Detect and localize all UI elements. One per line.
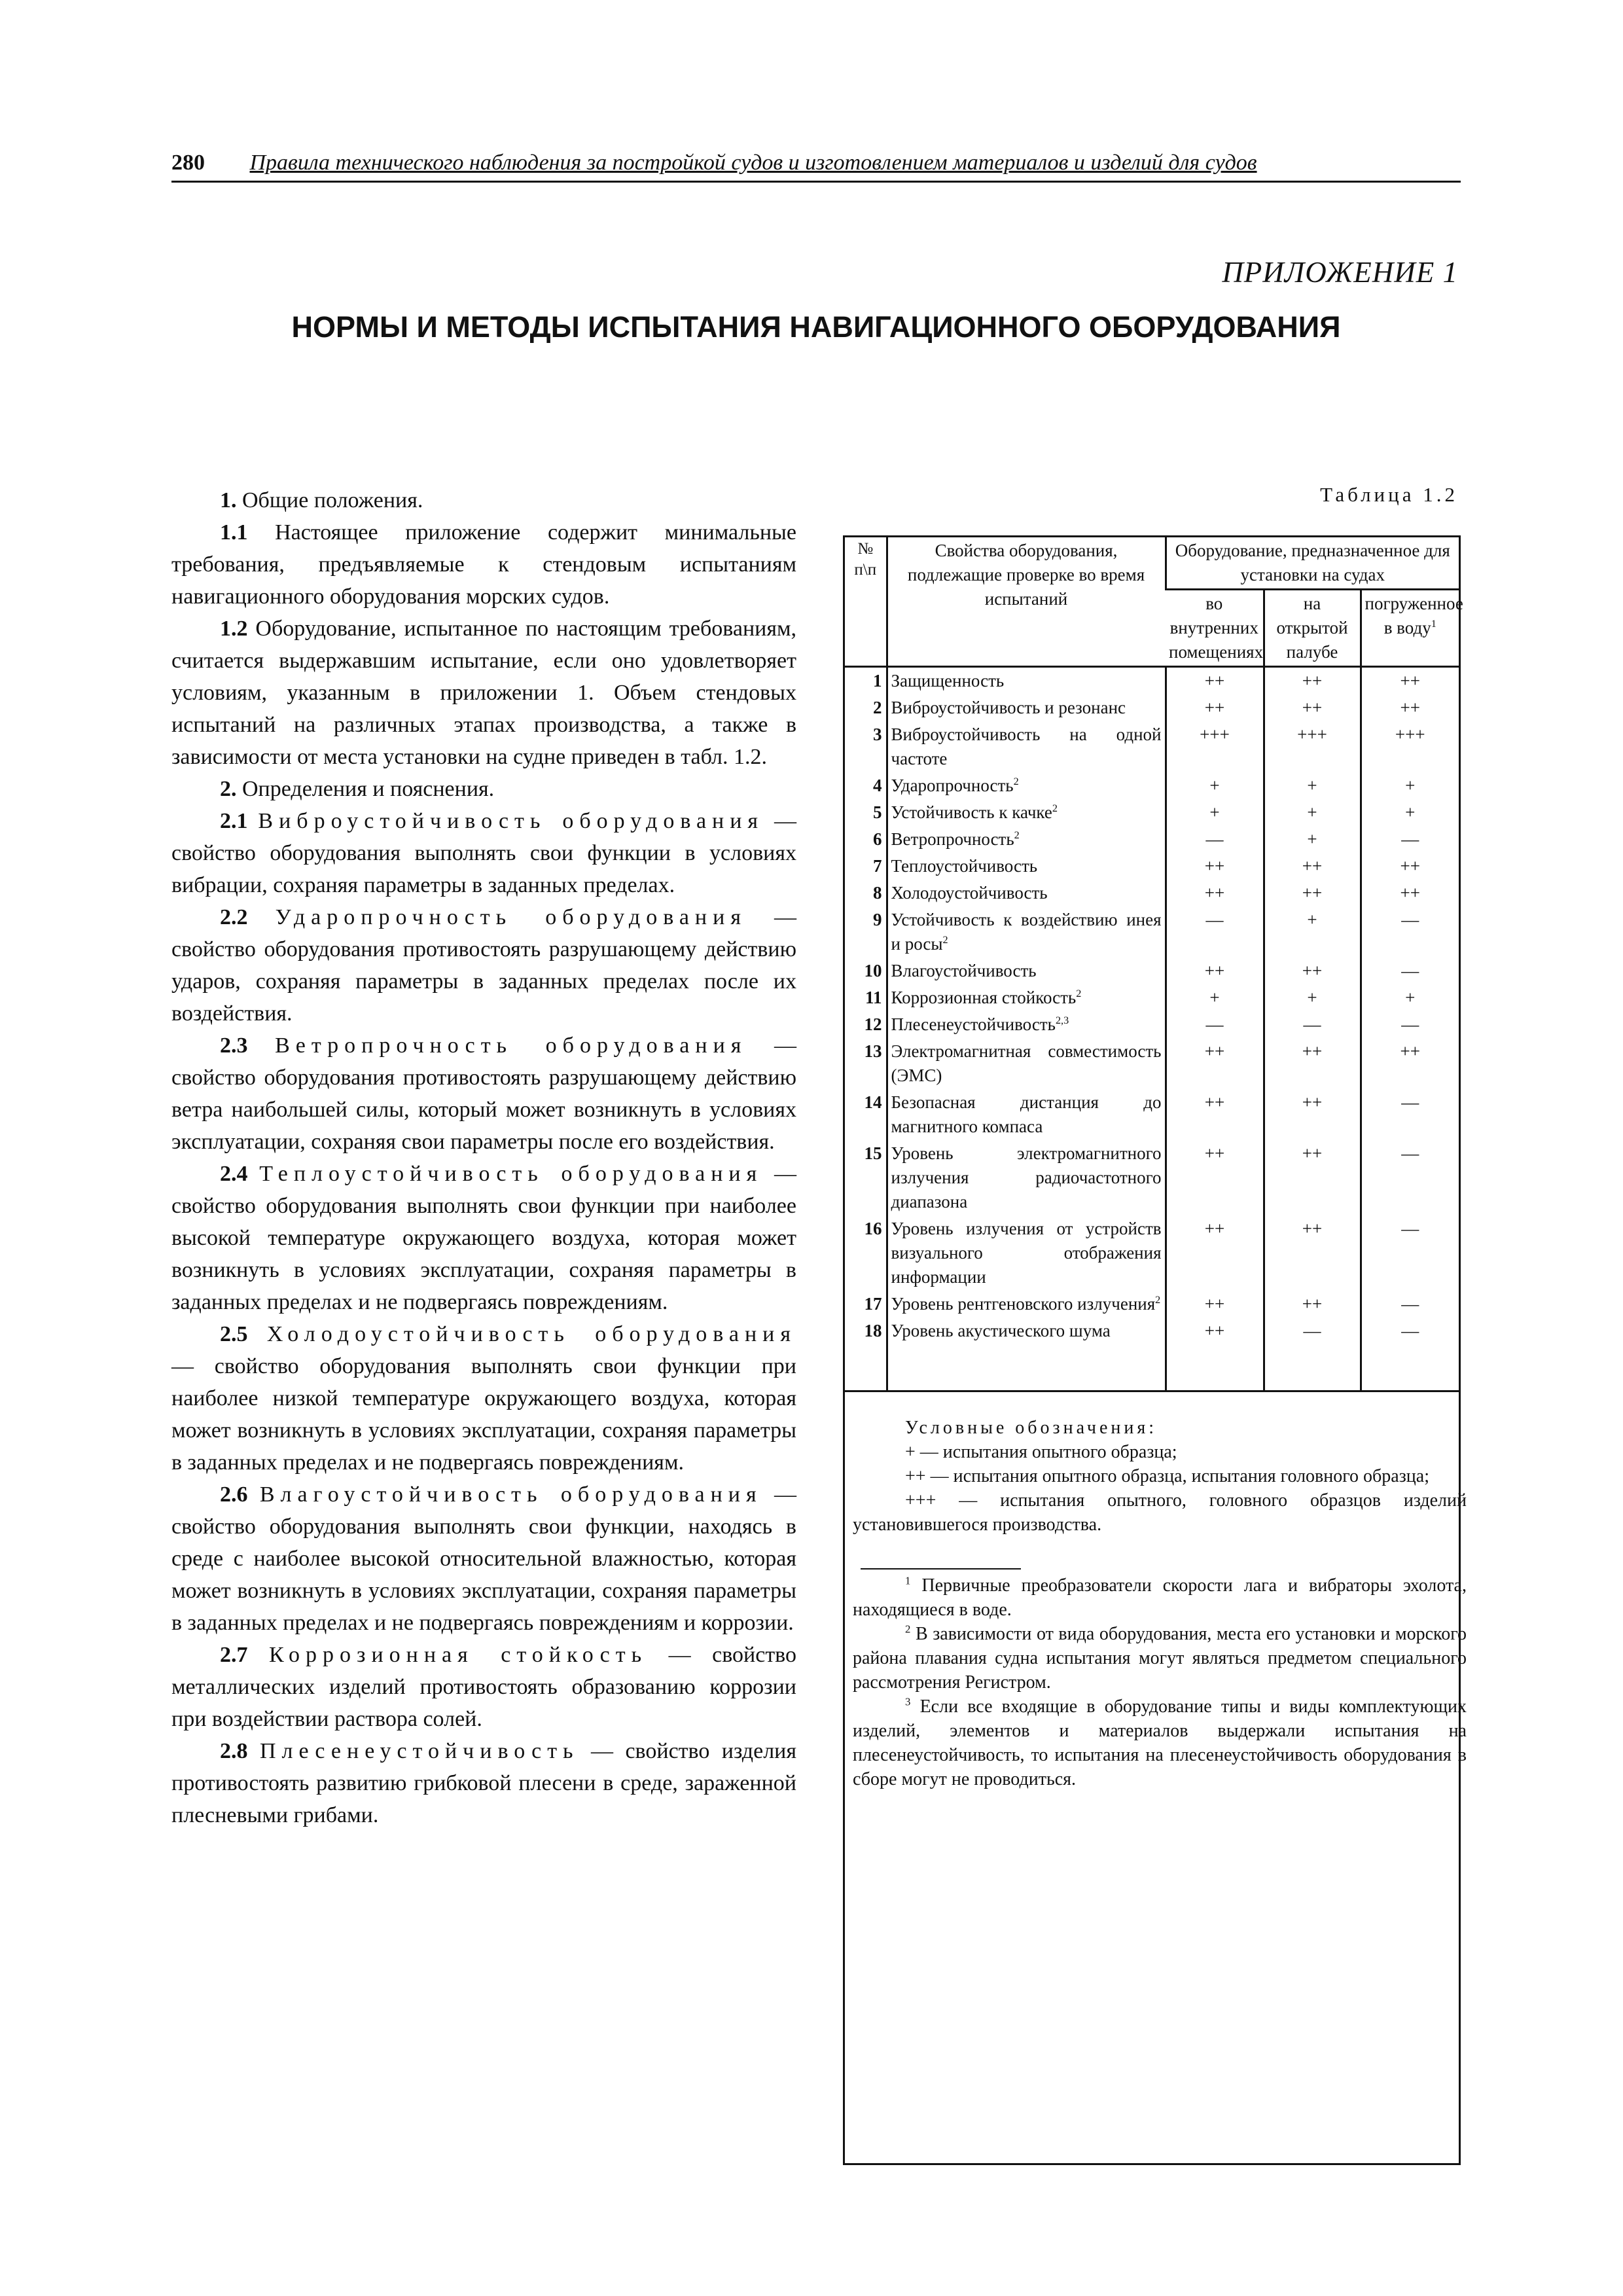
row-number: 10 [864, 961, 882, 980]
table-row [845, 1291, 1459, 1318]
row-deck-value: — [1264, 1011, 1361, 1038]
table-row [845, 772, 1459, 799]
row-property-text: Уровень акустического шума [891, 1321, 1111, 1340]
table-row [845, 984, 1459, 1011]
footnote-1: $^1$ Первичные преобразователи скорости лага и вибраторы эхолота, находящиеся в воде. [853, 1574, 1467, 1620]
row-property-text: Уровень рентгеновского излучения [891, 1294, 1156, 1314]
row-number: 14 [864, 1092, 882, 1112]
row-property-text: Виброустойчивость и резонанс [891, 698, 1126, 717]
row-property-text: Уровень электромагнитного излучения радиочастотного диапазона [891, 1143, 1162, 1211]
table-row [845, 667, 1459, 695]
row-number: 6 [873, 829, 882, 849]
row-property-text: Устойчивость к качке [891, 802, 1052, 822]
row-property-text: Безопасная дистанция до магнитного компаса [891, 1092, 1162, 1136]
row-property-text: Уровень излучения от устройств визуального отображения информации [891, 1219, 1162, 1287]
row-deck-value: ++ [1264, 1038, 1361, 1089]
table-row [845, 880, 1459, 906]
row-property [887, 799, 1166, 826]
row-indoor-value: — [1166, 1011, 1264, 1038]
row-footnote-mark: 2 [1155, 1294, 1161, 1306]
appendix-label: ПРИЛОЖЕНИЕ 1 [1222, 256, 1458, 289]
row-number: 9 [873, 910, 882, 929]
running-header [171, 145, 1461, 183]
legend-title: Условные обозначения: [905, 1418, 1158, 1438]
row-footnote-mark: 2 [1014, 829, 1020, 841]
row-deck-value: ++ [1264, 853, 1361, 880]
row-property [887, 1089, 1166, 1140]
table-row [845, 799, 1459, 826]
row-property [887, 853, 1166, 880]
paragraph-1-1: 1.1 Настоящее приложение содержит минимальные требования, предъявляемые к стендовым испытаниям навигационного оборудования морских судов. [171, 520, 796, 609]
row-submerged-value: + [1361, 772, 1459, 799]
col-submerged-header: погруженное в воду$^1$ [1361, 590, 1459, 667]
table-row [845, 1215, 1459, 1291]
paragraph-1-2: 1.2 Оборудование, испытанное по настоящим требованиям, считается выдержавшим испытание, если оно удовлетворяет условиям, указанным в приложении 1. Объем стендовых испытаний на различных этапах производства, а также в зависимости от места установки на судне приведен в табл. 1.2. [171, 617, 796, 769]
row-indoor-value: ++ [1166, 667, 1264, 695]
properties-table [845, 537, 1463, 1390]
row-property-text: Виброустойчивость на одной частоте [891, 725, 1162, 768]
row-deck-value: ++ [1264, 1291, 1361, 1318]
row-deck-value: ++ [1264, 667, 1361, 695]
definition-2-2: 2.2 Ударопрочность оборудования — свойство оборудования противостоять разрушающему действию ударов, сохраняя параметры в заданных пределах после их воздействия. [171, 905, 797, 1026]
row-number: 5 [873, 802, 882, 822]
row-property [887, 958, 1166, 984]
notes-area [845, 1390, 1467, 1791]
row-property [887, 667, 1166, 695]
col-property-header: Свойства оборудования, подлежащие проверке во время испытаний [887, 537, 1166, 667]
legend-item-3: +++ — испытания опытного, головного образцов изделий установившегося производства. [853, 1490, 1467, 1535]
row-submerged-value: — [1361, 1215, 1459, 1291]
legend-item-2: ++ — испытания опытного образца, испытания головного образца; [905, 1466, 1429, 1486]
table-row [845, 1318, 1459, 1344]
row-indoor-value: ++ [1166, 1038, 1264, 1089]
row-number: 13 [864, 1041, 882, 1061]
row-submerged-value: — [1361, 826, 1459, 853]
row-submerged-value: + [1361, 799, 1459, 826]
row-footnote-mark: 2 [1076, 988, 1082, 999]
row-property-text: Плесенеустойчивость [891, 1014, 1056, 1034]
row-number: 8 [873, 883, 882, 903]
row-number: 11 [865, 988, 882, 1007]
section-1-heading: 1. Общие положения. [220, 488, 423, 512]
running-title: Правила технического наблюдения за постройкой судов и изготовлением материалов и изделий для судов [249, 151, 1257, 175]
row-indoor-value: ++ [1166, 880, 1264, 906]
row-indoor-value: — [1166, 826, 1264, 853]
legend-item-1: + — испытания опытного образца; [905, 1442, 1177, 1462]
table-row [845, 826, 1459, 853]
definition-2-5: 2.5 Холодоустойчивость оборудования — свойство оборудования выполнять свои функции при наиболее низкой температуре окружающего воздуха, которая может возникнуть в условиях эксплуатации, сохраняя параметры в заданных пределах и не подвергаясь повреждениям. [171, 1322, 796, 1475]
row-property [887, 694, 1166, 721]
footnote-rule [861, 1568, 1021, 1570]
row-indoor-value: + [1166, 984, 1264, 1011]
col-number-header: № п\п [845, 537, 887, 667]
row-property [887, 1038, 1166, 1089]
table-row [845, 694, 1459, 721]
row-deck-value: + [1264, 826, 1361, 853]
row-number: 12 [864, 1014, 882, 1034]
row-number: 16 [864, 1219, 882, 1238]
row-submerged-value: — [1361, 1089, 1459, 1140]
row-submerged-value: ++ [1361, 880, 1459, 906]
table-row [845, 1089, 1459, 1140]
row-deck-value: + [1264, 772, 1361, 799]
row-footnote-mark: 2 [1052, 802, 1058, 814]
row-deck-value: ++ [1264, 1140, 1361, 1215]
legend-and-footnotes [853, 1392, 1467, 1791]
row-property [887, 1291, 1166, 1318]
row-property [887, 826, 1166, 853]
row-submerged-value: — [1361, 1140, 1459, 1215]
row-indoor-value: — [1166, 906, 1264, 958]
row-deck-value: ++ [1264, 694, 1361, 721]
definition-2-6: 2.6 Влагоустойчивость оборудования — свойство оборудования выполнять свои функции, находясь в среде с наиболее высокой относительной влажностью, которая может возникнуть в условиях эксплуатации, сохраняя параметры в заданных пределах и не подвергаясь повреждениям и коррозии. [171, 1482, 797, 1635]
body-text [171, 484, 796, 1831]
row-property-text: Теплоустойчивость [891, 856, 1038, 876]
row-property [887, 880, 1166, 906]
definition-2-3: 2.3 Ветропрочность оборудования — свойство оборудования противостоять разрушающему действию ветра наибольшей силы, который может возникнуть в условиях эксплуатации, сохраняя свои параметры после его воздействия. [171, 1033, 797, 1154]
table-frame [843, 535, 1467, 2165]
row-property-text: Электромагнитная совместимость (ЭМС) [891, 1041, 1162, 1085]
row-submerged-value: + [1361, 984, 1459, 1011]
page-title: НОРМЫ И МЕТОДЫ ИСПЫТАНИЯ НАВИГАЦИОННОГО ОБОРУДОВАНИЯ [291, 310, 1341, 344]
row-number: 1 [873, 671, 882, 691]
row-deck-value: + [1264, 799, 1361, 826]
row-indoor-value: ++ [1166, 1140, 1264, 1215]
row-property-text: Ветропрочность [891, 829, 1014, 849]
row-deck-value: ++ [1264, 880, 1361, 906]
row-number: 15 [864, 1143, 882, 1163]
row-footnote-mark: 2 [942, 934, 948, 946]
row-number: 2 [873, 698, 882, 717]
row-indoor-value: + [1166, 772, 1264, 799]
definition-2-8: 2.8 Плесенеустойчивость — свойство изделия противостоять развитию грибковой плесени в среде, зараженной плесневыми грибами. [171, 1739, 796, 1827]
row-submerged-value: — [1361, 1011, 1459, 1038]
section-2-heading: 2. Определения и пояснения. [220, 777, 495, 801]
table-row [845, 906, 1459, 958]
row-indoor-value: ++ [1166, 1215, 1264, 1291]
row-property-text: Влагоустойчивость [891, 961, 1037, 980]
page-number: 280 [171, 151, 205, 175]
definition-2-7: 2.7 Коррозионная стойкость — свойство металлических изделий противостоять образованию коррозии при воздействии раствора солей. [171, 1643, 797, 1731]
row-submerged-value: ++ [1361, 1038, 1459, 1089]
row-property-text: Защищенность [891, 671, 1005, 691]
row-indoor-value: ++ [1166, 1318, 1264, 1344]
row-number: 3 [873, 725, 882, 744]
row-property [887, 984, 1166, 1011]
row-submerged-value: — [1361, 958, 1459, 984]
table-row [845, 1140, 1459, 1215]
col-group-header: Оборудование, предназначенное для установки на судах [1166, 537, 1459, 590]
row-deck-value: ++ [1264, 958, 1361, 984]
row-deck-value: + [1264, 906, 1361, 958]
row-property [887, 721, 1166, 772]
row-submerged-value: +++ [1361, 721, 1459, 772]
footnote-3: $^3$ Если все входящие в оборудование типы и виды комплектующих изделий, элементов и материалов выдержали испытания на плесенеустойчивость, то испытания на плесенеустойчивость оборудования в сборе могут не проводиться. [853, 1695, 1467, 1789]
row-property-text: Устойчивость к воздействию инея и росы [891, 910, 1162, 954]
row-property-text: Холодоустойчивость [891, 883, 1048, 903]
row-submerged-value: — [1361, 1318, 1459, 1344]
table-row [845, 853, 1459, 880]
table-row [845, 1038, 1459, 1089]
row-number: 18 [864, 1321, 882, 1340]
table-row [845, 1011, 1459, 1038]
row-indoor-value: +++ [1166, 721, 1264, 772]
row-indoor-value: ++ [1166, 853, 1264, 880]
row-number: 4 [873, 776, 882, 795]
col-indoor-header: во внутренних помещениях [1166, 590, 1264, 667]
row-indoor-value: ++ [1166, 1291, 1264, 1318]
row-submerged-value: ++ [1361, 667, 1459, 695]
row-submerged-value: — [1361, 906, 1459, 958]
row-number: 7 [873, 856, 882, 876]
row-deck-value: + [1264, 984, 1361, 1011]
row-deck-value: +++ [1264, 721, 1361, 772]
row-indoor-value: ++ [1166, 958, 1264, 984]
row-number: 17 [864, 1294, 882, 1314]
row-submerged-value: ++ [1361, 694, 1459, 721]
row-deck-value: — [1264, 1318, 1361, 1344]
row-property-text: Коррозионная стойкость [891, 988, 1077, 1007]
row-indoor-value: ++ [1166, 1089, 1264, 1140]
row-submerged-value: — [1361, 1291, 1459, 1318]
table-label: Таблица 1.2 [1320, 483, 1458, 506]
row-submerged-value: ++ [1361, 853, 1459, 880]
row-property-text: Ударопрочность [891, 776, 1014, 795]
table-row [845, 721, 1459, 772]
row-property [887, 1140, 1166, 1215]
row-property [887, 1011, 1166, 1038]
row-footnote-mark: 2 [1013, 776, 1019, 787]
row-property [887, 1318, 1166, 1344]
row-property [887, 1215, 1166, 1291]
row-property [887, 772, 1166, 799]
row-deck-value: ++ [1264, 1215, 1361, 1291]
definition-2-1: 2.1 Виброустойчивость оборудования — свойство оборудования выполнять свои функции в условиях вибрации, сохраняя параметры в заданных пределах. [171, 809, 796, 897]
col-deck-header: на открытой палубе [1264, 590, 1361, 667]
row-property [887, 906, 1166, 958]
row-indoor-value: ++ [1166, 694, 1264, 721]
row-footnote-mark: 2,3 [1055, 1014, 1069, 1026]
table-row [845, 958, 1459, 984]
row-indoor-value: + [1166, 799, 1264, 826]
definition-2-4: 2.4 Теплоустойчивость оборудования — свойство оборудования выполнять свои функции при наиболее высокой температуре окружающего воздуха, которая может возникнуть в условиях эксплуатации, сохраняя параметры в заданных пределах и не подвергаясь повреждениям. [171, 1162, 797, 1314]
row-deck-value: ++ [1264, 1089, 1361, 1140]
footnote-2: $^2$ В зависимости от вида оборудования, места его установки и морского района плавания судна испытания могут являться предметом специального рассмотрения Регистром. [853, 1623, 1467, 1693]
